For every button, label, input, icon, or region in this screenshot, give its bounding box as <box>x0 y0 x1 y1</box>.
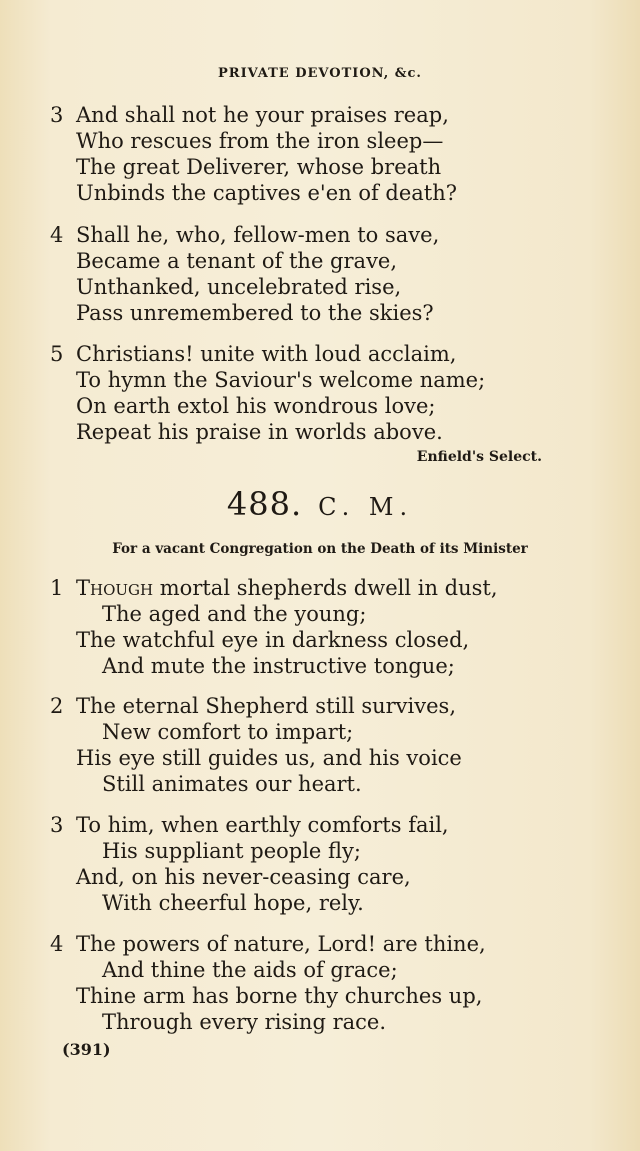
verse-line: With cheerful hope, rely. <box>102 891 364 915</box>
stanza-number: 1 <box>50 576 64 600</box>
verse-line: His eye still guides us, and his voice <box>76 746 462 770</box>
verse-line: Christians! unite with loud acclaim, <box>76 342 457 366</box>
verse-line: Became a tenant of the grave, <box>76 249 398 273</box>
hymn-number: 488. <box>226 485 303 523</box>
hymn-meter: C. M. <box>318 493 414 521</box>
verse-line: Who rescues from the iron sleep— <box>76 129 444 153</box>
stanza-number: 2 <box>50 694 64 718</box>
verse-line: To him, when earthly comforts fail, <box>76 813 449 837</box>
verse-line: The watchful eye in darkness closed, <box>76 628 470 652</box>
stanza-number: 3 <box>50 813 64 837</box>
running-header: PRIVATE DEVOTION, &c. <box>218 66 422 81</box>
verse-line: Still animates our heart. <box>102 772 362 796</box>
verse-line: The great Deliverer, whose breath <box>76 155 442 179</box>
page-number: (391) <box>62 1040 111 1059</box>
verse-line: Pass unremembered to the skies? <box>76 301 434 325</box>
verse-line: Through every rising race. <box>102 1010 386 1034</box>
verse-line: The eternal Shepherd still survives, <box>76 694 456 718</box>
verse-line: And, on his never-ceasing care, <box>76 865 411 889</box>
verse-line: The powers of nature, Lord! are thine, <box>76 932 486 956</box>
hymn-title: For a vacant Congregation on the Death of its Minister <box>112 541 528 557</box>
verse-line: Shall he, who, fellow-men to save, <box>76 223 440 247</box>
verse-line: And mute the instructive tongue; <box>102 654 455 678</box>
verse-line: Unbinds the captives e'en of death? <box>76 181 458 205</box>
stanza-number: 3 <box>50 103 64 127</box>
verse-line: His suppliant people fly; <box>102 839 361 863</box>
verse-line: Unthanked, uncelebrated rise, <box>76 275 402 299</box>
stanza-number: 5 <box>50 342 64 366</box>
first-word: Though <box>76 576 154 600</box>
hymn-heading <box>0 485 640 523</box>
verse-line: To hymn the Saviour's welcome name; <box>76 368 486 392</box>
first-line-rest: mortal shepherds dwell in dust, <box>153 576 498 600</box>
verse-line: The aged and the young; <box>102 602 367 626</box>
verse-line: And thine the aids of grace; <box>102 958 398 982</box>
attribution: Enfield's Select. <box>416 449 542 465</box>
stanza-number: 4 <box>50 223 64 247</box>
verse-line: On earth extol his wondrous love; <box>76 394 436 418</box>
stanza-number: 4 <box>50 932 64 956</box>
verse-line: Thine arm has borne thy churches up, <box>76 984 483 1008</box>
verse-line: Repeat his praise in worlds above. <box>76 420 443 444</box>
verse-line <box>76 575 498 601</box>
verse-line: And shall not he your praises reap, <box>76 103 449 127</box>
verse-line: New comfort to impart; <box>102 720 354 744</box>
